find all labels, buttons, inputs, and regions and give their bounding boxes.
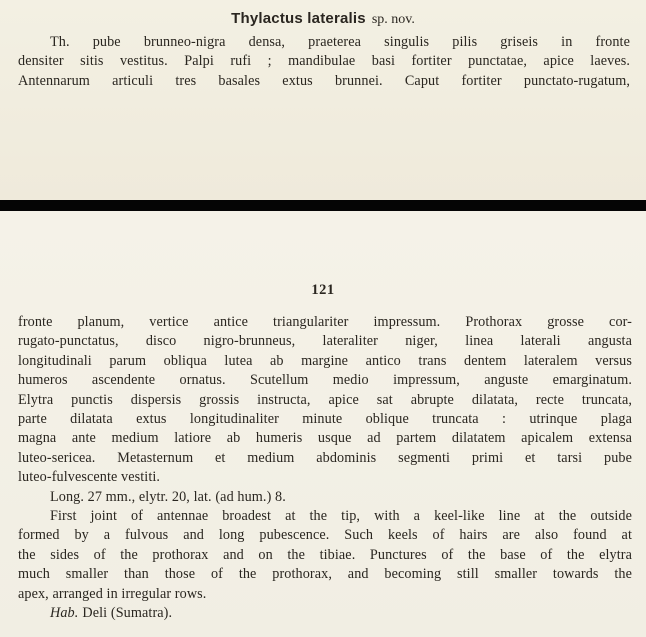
english-line: First joint of antennae broadest at the tip, with a keel-like line at the outside <box>50 508 632 525</box>
english-line: the sides of the prothorax and on the tibiae. Punctures of the base of the elytra <box>18 546 632 563</box>
text-line: rugato-punctatus, disco nigro-brunneus, lateraliter niger, linea laterali angusta <box>18 333 632 350</box>
english-line: much smaller than those of the prothorax, and becoming still smaller towards the <box>18 566 632 583</box>
text-line: luteo-sericea. Metasternum et medium abdominis segmenti primi et tarsi pube <box>18 449 632 466</box>
text-line: luteo-fulvescente vestiti. <box>18 469 161 486</box>
species-name: Thylactus lateralis <box>231 10 366 27</box>
english-line: formed by a fulvous and long pubescence. Such keels of hairs are also found at <box>18 527 632 544</box>
text-line: Antennarum articuli tres basales extus brunnei. Caput fortiter punctato-rugatum, <box>18 72 630 89</box>
page-number: 121 <box>311 282 335 298</box>
text-line: Th. pube brunneo-nigra densa, praeterea singulis pilis griseis in fronte <box>50 34 630 50</box>
species-heading <box>0 9 646 30</box>
english-line: apex, arranged in irregular rows. <box>18 585 207 602</box>
text-line: humeros ascendente ornatus. Scutellum medio impressum, anguste emarginatum. <box>18 372 632 389</box>
text-line: longitudinali parum obliqua lutea ab margine antico trans dentem lateralem versus <box>18 352 632 369</box>
habitat-value: Deli (Sumatra). <box>82 605 173 622</box>
page-divider <box>0 200 646 211</box>
text-line: fronte planum, vertice antice triangulariter impressum. Prothorax grosse cor- <box>18 314 632 330</box>
measurements: Long. 27 mm., elytr. 20, lat. (ad hum.) 8. <box>50 488 286 505</box>
habitat-line <box>18 604 632 623</box>
text-line: Elytra punctis dispersis grossis instructa, apice sat abrupte dilatata, recte truncata, <box>18 391 632 408</box>
text-line: densiter sitis vestitus. Palpi rufi ; mandibulae basi fortiter punctatae, apice laeves. <box>18 53 630 70</box>
latin-description-start <box>18 33 630 91</box>
text-line: magna ante medium latiore ab humeris usque ad partem dilatatem apicalem extensa <box>18 430 632 447</box>
habitat-label: Hab. <box>50 605 79 622</box>
text-line: parte dilatata extus longitudinaliter minute oblique truncata : utrinque plaga <box>18 411 632 428</box>
upper-page-fragment <box>0 0 646 200</box>
species-status: sp. nov. <box>371 12 415 27</box>
latin-description-continued <box>18 313 632 624</box>
